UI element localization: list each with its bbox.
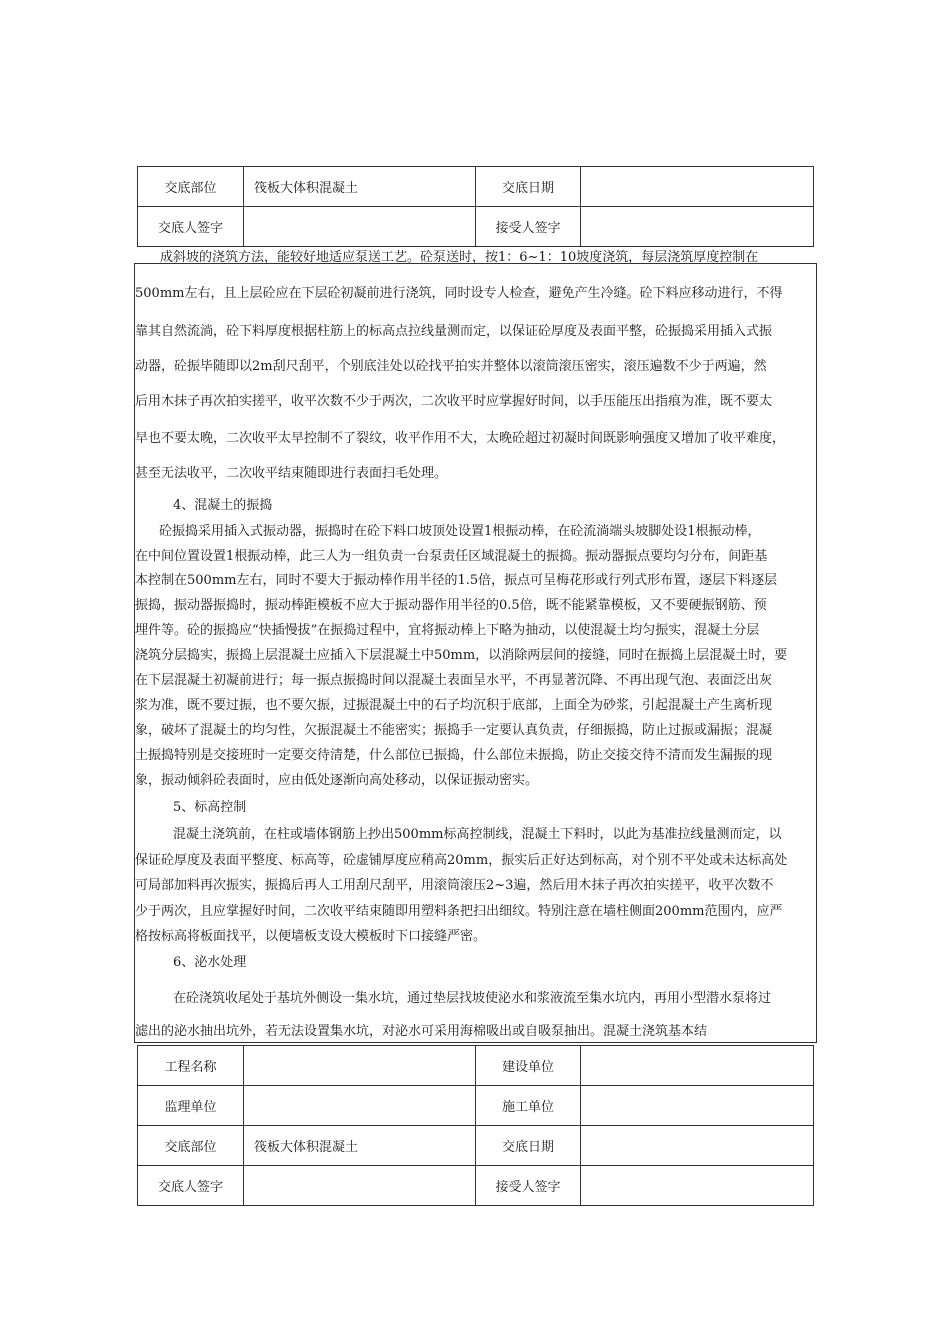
body-line: 振捣，振动器振捣时，振动棒距模板不应大于振动器作用半径的0.5倍，既不能紧靠模板，又不要硬振钢筋、预 [135,598,767,613]
body-line: 浆为准，既不要过振，也不要欠振，过振混凝土中的石子均沉积于底部，上面全为砂浆，引起混凝土产生离析现 [135,698,773,713]
handover-date-value [581,167,814,207]
body-line: 砼振捣采用插入式振动器，振捣时在砼下料口坡顶处设置1根振动棒，在砼流淌端头坡脚处设1根振动棒， [159,524,761,539]
body-line: 甚至无法收平，二次收平结束随即进行表面扫毛处理。 [135,466,448,481]
body-line: 象，振动倾斜砼表面时，应由低处逐渐向高处移动，以保证振动密实。 [135,773,539,788]
handover-part-value: 筏板大体积混凝土 [244,1126,476,1166]
handover-date-label: 交底日期 [476,167,581,207]
table-row [138,1166,814,1206]
body-line: 动器，砼振毕随即以2m刮尺刮平，个别底洼处以砼找平拍实并整体以滚筒滚压密实，滚压遍数不少于两遍，然 [135,359,767,374]
table-row [138,167,814,207]
handover-part-label: 交底部位 [138,1126,244,1166]
body-line: 本控制在500mm左右，同时不要大于振动棒作用半径的1.5倍，振点可呈梅花形或行列式形布置，逐层下料逐层 [135,573,778,588]
handover-date-label: 交底日期 [476,1126,581,1166]
handover-signer-label: 交底人签字 [138,1166,244,1206]
owner-unit-value [581,1046,814,1086]
body-line: 混凝土浇筑前，在柱或墙体钢筋上抄出500mm标高控制线，混凝土下料时，以此为基准拉线量测而定，以 [173,827,782,842]
handover-part-value: 筏板大体积混凝土 [244,167,476,207]
handover-part-label: 交底部位 [138,167,244,207]
project-name-value [244,1046,476,1086]
body-line: 靠其自然流淌，砼下料厚度根据柱筋上的标高点拉线量测而定，以保证砼厚度及表面平整，砼振捣采用插入式振 [135,324,773,339]
body-line: 浇筑分层捣实，振捣上层混凝土应插入下层混凝土中50mm，以消除两层间的接缝，同时在振捣上层混凝土时，要 [135,648,788,663]
body-line: 土振捣特别是交接班时一定要交待清楚，什么部位已振捣，什么部位未振捣，防止交接交待不清而发生漏振的现 [135,748,773,763]
receiver-signer-label: 接受人签字 [476,207,581,247]
section-heading-bleed-water: 6、泌水处理 [173,955,247,970]
body-line: 在中间位置设置1根振动棒，此三人为一组负责一台泵责任区域混凝土的振捣。振动器振点要均匀分布，间距基 [135,549,768,564]
owner-unit-label: 建设单位 [476,1046,581,1086]
table-row [138,207,814,247]
construction-unit-label: 施工单位 [476,1086,581,1126]
body-line: 埋件等。砼的振捣应“快插慢拔”在振捣过程中，宜将振动棒上下略为抽动，以使混凝土均匀振实，混凝土分层 [135,623,760,638]
body-line: 早也不要太晚，二次收平太早控制不了裂纹，收平作用不大，太晚砼超过初凝时间既影响强度又增加了收平难度， [135,431,786,446]
table-row [138,1046,814,1086]
body-line: 在砼浇筑收尾处于基坑外侧设一集水坑，通过垫层找坡使泌水和浆液流至集水坑内，再用小型潜水泵将过 [173,991,772,1006]
body-line: 后用木抹子再次拍实搓平，收平次数不少于两次，二次收平时应掌握好时间，以手压能压出指痕为准，既不要太 [135,394,773,409]
section-heading-vibration: 4、混凝土的振捣 [173,498,273,513]
body-line: 500mm左右，且上层砼应在下层砼初凝前进行浇筑，同时设专人检查，避免产生冷缝。砼下料应移动进行，不得 [135,286,783,301]
continuation-line: 成斜坡的浇筑方法，能较好地适应泵送工艺。砼泵送时，按1：6~1：10坡度浇筑，每层浇筑厚度控制在 [160,250,759,265]
section-heading-elevation: 5、标高控制 [173,800,247,815]
body-line: 少于两次，且应掌握好时间，二次收平结束随即用塑料条把扫出细纹。特别注意在墙柱侧面200mm范围内，应严 [135,904,783,919]
supervision-unit-value [244,1086,476,1126]
table-row [138,1126,814,1166]
handover-signer-label: 交底人签字 [138,207,244,247]
construction-unit-value [581,1086,814,1126]
bottom-info-table [137,1045,814,1206]
receiver-signer-value [581,207,814,247]
supervision-unit-label: 监理单位 [138,1086,244,1126]
body-line: 象，破坏了混凝土的均匀性，欠振混凝土不能密实；振捣手一定要认真负责，仔细振捣，防止过振或漏振；混凝 [135,723,773,738]
body-line: 保证砼厚度及表面平整度、标高等，砼虚铺厚度应稍高20mm，振实后正好达到标高，对个别不平处或未达标高处 [135,853,788,868]
body-line: 滤出的泌水抽出坑外，若无法设置集水坑，对泌水可采用海棉吸出或自吸泵抽出。混凝土浇筑基本结 [135,1024,708,1039]
table-row [138,1086,814,1126]
top-info-table [137,166,814,247]
project-name-label: 工程名称 [138,1046,244,1086]
handover-signer-value [244,1166,476,1206]
handover-date-value [581,1126,814,1166]
receiver-signer-label: 接受人签字 [476,1166,581,1206]
body-text-box [134,263,817,1043]
body-line: 格按标高将板面找平，以便墙板支设大模板时下口接缝严密。 [135,929,487,944]
receiver-signer-value [581,1166,814,1206]
body-line: 可局部加料再次振实，振捣后再人工用刮尺刮平，用滚筒滚压2~3遍，然后用木抹子再次拍实搓平，收平次数不 [135,878,774,893]
handover-signer-value [244,207,476,247]
body-line: 在下层混凝土初凝前进行；每一振点振捣时间以混凝土表面呈水平，不再显著沉降、不再出现气泡、表面泛出灰 [135,673,773,688]
